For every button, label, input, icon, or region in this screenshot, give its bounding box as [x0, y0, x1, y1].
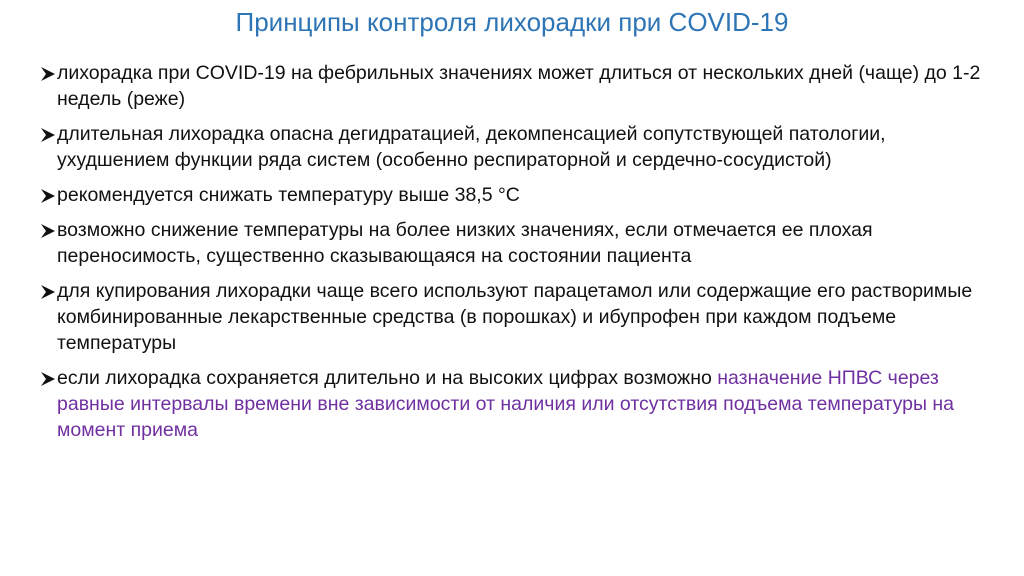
bullet-text: для купирования лихорадки чаще всего используют парацетамол или содержащие его растворимые комбинированные лекарственные средства (в порошках) и ибупрофен при каждом подъеме температуры [57, 280, 973, 354]
highlighted-text: назначение НПВС через равные интервалы времени вне зависимости от наличия или отсутствия подъема температуры на момент приема [57, 367, 954, 441]
arrow-bullet-icon [40, 278, 56, 304]
arrow-bullet-icon [40, 60, 56, 86]
bullet-item [40, 60, 990, 112]
bullet-item [40, 365, 990, 443]
bullet-item [40, 121, 990, 173]
arrow-bullet-icon [40, 217, 56, 243]
arrow-bullet-icon [40, 182, 56, 208]
bullet-item [40, 217, 990, 269]
bullet-text: возможно снижение температуры на более низких значениях, если отмечается ее плохая переносимость, существенно сказывающаяся на состоянии пациента [57, 219, 873, 267]
arrow-bullet-icon [40, 121, 56, 147]
bullet-text: если лихорадка сохраняется длительно и на высоких цифрах возможно [57, 367, 718, 389]
bullet-text: длительная лихорадка опасна дегидратацией, декомпенсацией сопутствующей патологии, ухудшением функции ряда систем (особенно респираторной и сердечно-сосудистой) [57, 123, 886, 171]
bullet-item [40, 278, 990, 356]
bullet-item [40, 182, 990, 208]
bullet-list [40, 60, 990, 452]
bullet-text: рекомендуется снижать температуру выше 38,5 °С [57, 184, 520, 206]
bullet-text: лихорадка при COVID-19 на фебрильных значениях может длиться от нескольких дней (чаще) до 1-2 недель (реже) [57, 62, 981, 110]
slide-title: Принципы контроля лихорадки при COVID-19 [235, 7, 789, 37]
arrow-bullet-icon [40, 365, 56, 391]
